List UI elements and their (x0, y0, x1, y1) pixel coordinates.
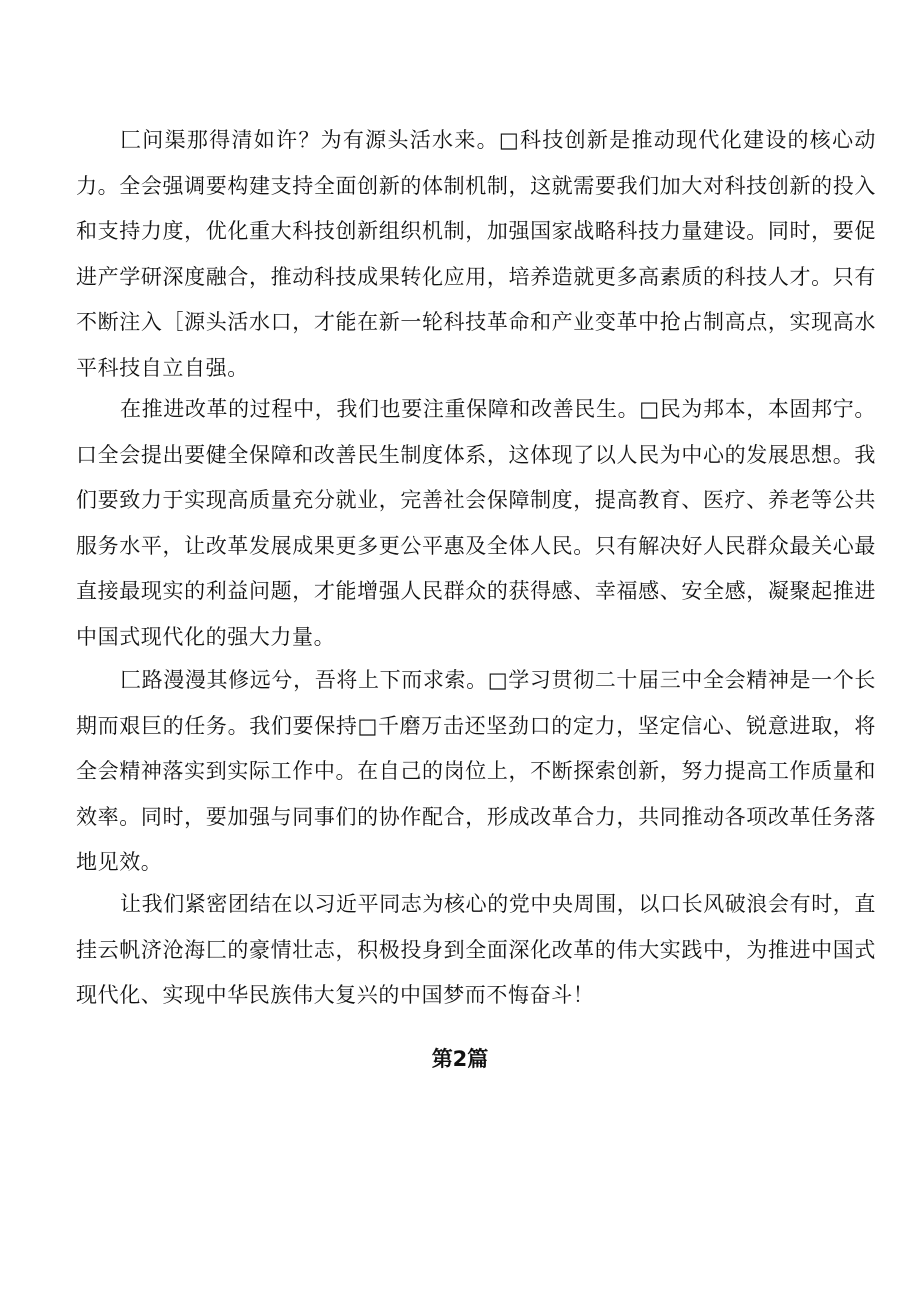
section-heading: 第2篇 (431, 1047, 489, 1071)
paragraph-livelihood: 在推进改革的过程中，我们也要注重保障和改善民生。□民为邦本，本固邦宁。口全会提出要健全保障和改善民生制度体系，这体现了以人民为中心的发展思想。我们要致力于实现高质量充分就业，完善社会保障制度，提高教育、医疗、养老等公共服务水平，让改革发展成果更多更公平惠及全体人民。只有解决好人民群众最关心最直接最现实的利益问题，才能增强人民群众的获得感、幸福感、安全感，凝聚起推进中国式现代化的强大力量。 (76, 397, 876, 649)
paragraph-closing: 让我们紧密团结在以习近平同志为核心的党中央周围，以口长风破浪会有时，直挂云帆济沧海匚的豪情壮志，积极投身到全面深化改革的伟大实践中，为推进中国式现代化、实现中华民族伟大复兴的中国梦而不悔奋斗！ (76, 892, 876, 1007)
paragraph-long-task: 匚路漫漫其修远兮，吾将上下而求索。□学习贯彻二十届三中全会精神是一个长期而艰巨的任务。我们要保持□千磨万击还坚劲口的定力，坚定信心、锐意进取，将全会精神落实到实际工作中。在自己的岗位上，不断探索创新，努力提高工作质量和效率。同时，要加强与同事们的协作配合，形成改革合力，共同推动各项改革任务落地见效。 (76, 668, 876, 874)
paragraph-tech-innovation: 匚问渠那得清如许？为有源头活水来。□科技创新是推动现代化建设的核心动力。全会强调要构建支持全面创新的体制机制，这就需要我们加大对科技创新的投入和支持力度，优化重大科技创新组织机制，加强国家战略科技力量建设。同时，要促进产学研深度融合，推动科技成果转化应用，培养造就更多高素质的科技人才。只有不断注入［源头活水口，才能在新一轮科技革命和产业变革中抢占制高点，实现高水平科技自立自强。 (76, 128, 876, 380)
